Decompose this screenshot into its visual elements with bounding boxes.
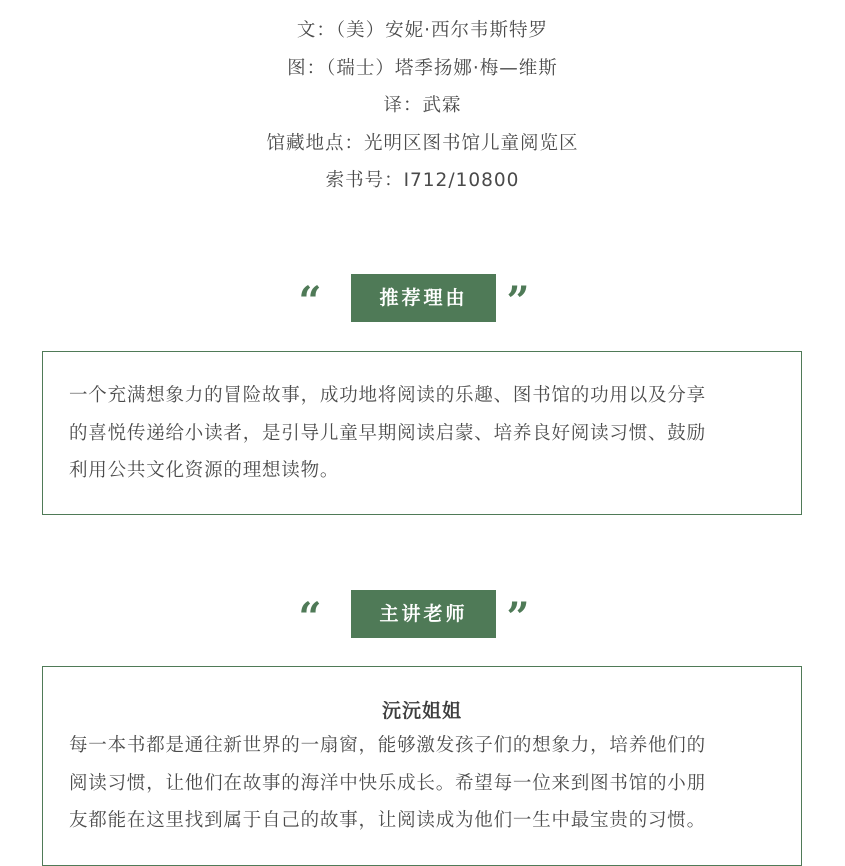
teacher-heading-row	[0, 590, 845, 641]
recommend-box	[42, 351, 802, 515]
recommend-text	[43, 377, 801, 490]
recommend-line: 一个充满想象力的冒险故事，成功地将阅读的乐趣、图书馆的功用以及分享	[69, 385, 706, 406]
teacher-line: 阅读习惯，让他们在故事的海洋中快乐成长。希望每一位来到图书馆的小朋	[69, 772, 706, 794]
translator-line: 译：武霖	[383, 95, 462, 116]
recommend-line: 的喜悦传递给小读者，是引导儿童早期阅读启蒙、培养良好阅读习惯、鼓励	[69, 422, 706, 444]
open-quote-icon: “	[298, 594, 322, 641]
author-line: 文：（美）安妮·西尔韦斯特罗	[296, 20, 549, 41]
open-quote-icon: “	[298, 278, 322, 325]
location-line: 馆藏地点：光明区图书馆儿童阅览区	[266, 132, 579, 154]
teacher-name: 沅沅姐姐	[381, 700, 462, 722]
teacher-line: 每一本书都是通往新世界的一扇窗，能够激发孩子们的想象力，培养他们的	[69, 735, 706, 756]
book-info	[0, 12, 845, 200]
call-number-line: 索书号：I712/10800	[325, 170, 520, 191]
close-quote-icon: ”	[506, 278, 530, 325]
recommend-line: 利用公共文化资源的理想读物。	[69, 460, 340, 481]
recommend-heading-row	[0, 274, 845, 325]
teacher-box	[42, 666, 802, 866]
close-quote-icon: ”	[506, 594, 530, 641]
recommend-heading: 推荐理由	[351, 274, 496, 322]
illustrator-line: 图：（瑞士）塔季扬娜·梅—维斯	[287, 57, 558, 79]
teacher-text	[43, 727, 801, 840]
teacher-heading: 主讲老师	[351, 590, 496, 638]
teacher-line: 友都能在这里找到属于自己的故事，让阅读成为他们一生中最宝贵的习惯。	[69, 810, 706, 831]
